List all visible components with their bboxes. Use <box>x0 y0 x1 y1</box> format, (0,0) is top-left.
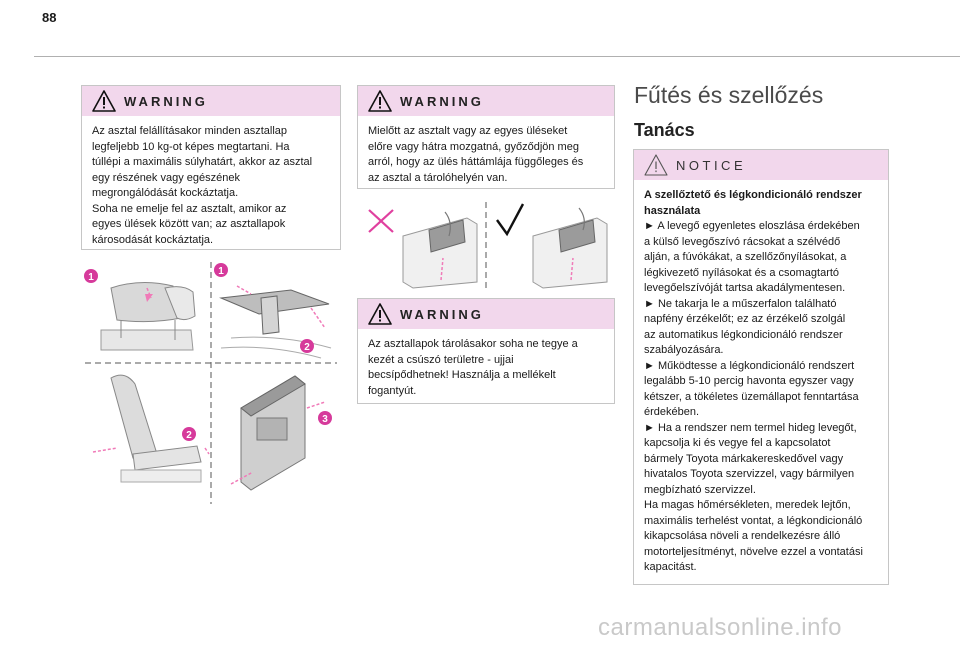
text-line: becsípődhetnek! Használja a mellékelt <box>368 369 556 381</box>
notice-header <box>634 150 888 180</box>
notice-text <box>634 180 888 584</box>
check-icon <box>497 204 523 234</box>
warning-triangle-icon <box>92 90 116 112</box>
sub-title: Tanács <box>634 120 695 140</box>
callout-1-b-label: 1 <box>218 266 224 277</box>
text-line: fogantyút. <box>368 384 417 397</box>
wrong-hand-illustration <box>403 212 477 288</box>
text-line: levegőelszívóját tartsa akadálymentesen. <box>644 282 846 294</box>
text-line: szabályozására. <box>644 344 724 356</box>
notice-heading-line: használata <box>644 204 701 217</box>
text-line: egyes ülések között van; az asztallapok <box>92 218 286 230</box>
notice-triangle-icon <box>644 154 668 176</box>
storage-unit-illustration <box>231 376 325 490</box>
text-line: károsodását kockáztatja. <box>92 233 214 246</box>
text-line: kétszer, a tökéletes üzemállapot fenntartása <box>644 390 859 403</box>
correct-hand-illustration <box>533 208 607 288</box>
warning-title: WARNING <box>400 306 484 322</box>
seat-table-illustration-grid <box>81 258 341 508</box>
top-rule <box>34 56 960 57</box>
notice-title: NOTICE <box>676 157 747 173</box>
warning-title: WARNING <box>124 93 208 109</box>
notice-heading-line: A szellőztető és légkondicionáló rendszer <box>644 189 862 201</box>
text-line: előre vagy hátra mozgatná, győződjön meg <box>368 140 579 153</box>
text-line: megrongálódását kockáztatja. <box>92 187 239 199</box>
text-line: kikapcsolása növeli a rendelkezésre álló <box>644 530 841 542</box>
seat-folded-illustration <box>101 282 195 350</box>
warning-header <box>82 86 340 116</box>
warning-header <box>358 86 614 116</box>
text-line: az asztal a tárolóhelyén van. <box>368 171 508 184</box>
callout-3-label: 3 <box>322 414 328 425</box>
table-unfolding-illustration <box>221 286 331 358</box>
text-line: a külső levegőszívó rácsokat a szélvédő <box>644 235 841 248</box>
text-line: Mielőtt az asztalt vagy az egyes üléseket <box>368 125 568 137</box>
warning-text <box>82 116 340 256</box>
watermark: carmanualsonline.info <box>598 614 842 641</box>
text-line: arról, hogy az ülés háttámlája függőleges és <box>368 156 584 168</box>
text-line: érdekében. <box>644 406 700 418</box>
warning-box-seat-moving <box>357 85 615 189</box>
notice-box-ventilation <box>633 149 889 585</box>
warning-triangle-icon <box>368 303 392 325</box>
text-line: ► Ha a rendszer nem termel hideg levegőt, <box>644 421 857 434</box>
text-line: napfény érzékelőt; ez az érzékelő szolgál <box>644 313 846 325</box>
text-line: légkivezető nyílásokat és a csomagtartó <box>644 266 840 279</box>
callout-1-label: 1 <box>88 272 94 283</box>
text-line: Ha magas hőmérsékleten, meredek lejtőn, <box>644 499 851 511</box>
text-line: Az asztallapok tárolásakor soha ne tegye a <box>368 338 578 350</box>
text-line: kapacitást. <box>644 561 697 573</box>
page-number: 88 <box>42 10 57 25</box>
warning-triangle-icon <box>368 90 392 112</box>
text-line: egy részének vagy egészének <box>92 171 240 184</box>
hand-placement-illustration <box>357 196 615 292</box>
text-line: bármely Toyota márkakereskedővel vagy <box>644 452 844 465</box>
text-line: az automatikus légkondicionáló rendszer <box>644 328 843 341</box>
warning-box-table-load <box>81 85 341 250</box>
text-line: hivatalos Toyota szervizzel, vagy bármilyen <box>644 468 855 480</box>
callout-2-b-label: 2 <box>186 430 192 441</box>
section-title: Fűtés és szellőzés <box>634 82 824 108</box>
warning-box-pinch <box>357 298 615 404</box>
cross-icon <box>369 210 393 232</box>
text-line: Soha ne emelje fel az asztalt, amikor az <box>92 202 287 215</box>
warning-text <box>358 116 614 194</box>
text-line: alján, a fúvókákat, a szellőzőnyílásokat, a <box>644 251 847 263</box>
text-line: megbízható szervizzel. <box>644 483 756 496</box>
text-line: ► Ne takarja le a műszerfalon található <box>644 297 837 310</box>
text-line: ► A levegő egyenletes eloszlása érdekében <box>644 220 860 232</box>
text-line: ► Működtesse a légkondicionáló rendszert <box>644 359 855 372</box>
text-line: maximális terhelést vontat, a légkondicionáló <box>644 514 863 527</box>
text-line: Az asztal felállításakor minden asztallap <box>92 125 288 137</box>
text-line: legalább 5-10 percig havonta egyszer vagy <box>644 375 854 387</box>
text-line: motorteljesítményt, növelve ezzel a vontatási <box>644 545 863 558</box>
warning-text <box>358 329 614 407</box>
warning-header <box>358 299 614 329</box>
text-line: túllépi a maximális súlyhatárt, akkor az asztal <box>92 156 313 168</box>
text-line: kezét a csúszó területre - ujjai <box>368 353 514 366</box>
warning-title: WARNING <box>400 93 484 109</box>
text-line: kapcsolja ki és vegye fel a kapcsolatot <box>644 437 831 449</box>
callout-2-label: 2 <box>304 342 310 353</box>
text-line: legfeljebb 10 kg-ot képes megtartani. Ha <box>92 140 290 153</box>
